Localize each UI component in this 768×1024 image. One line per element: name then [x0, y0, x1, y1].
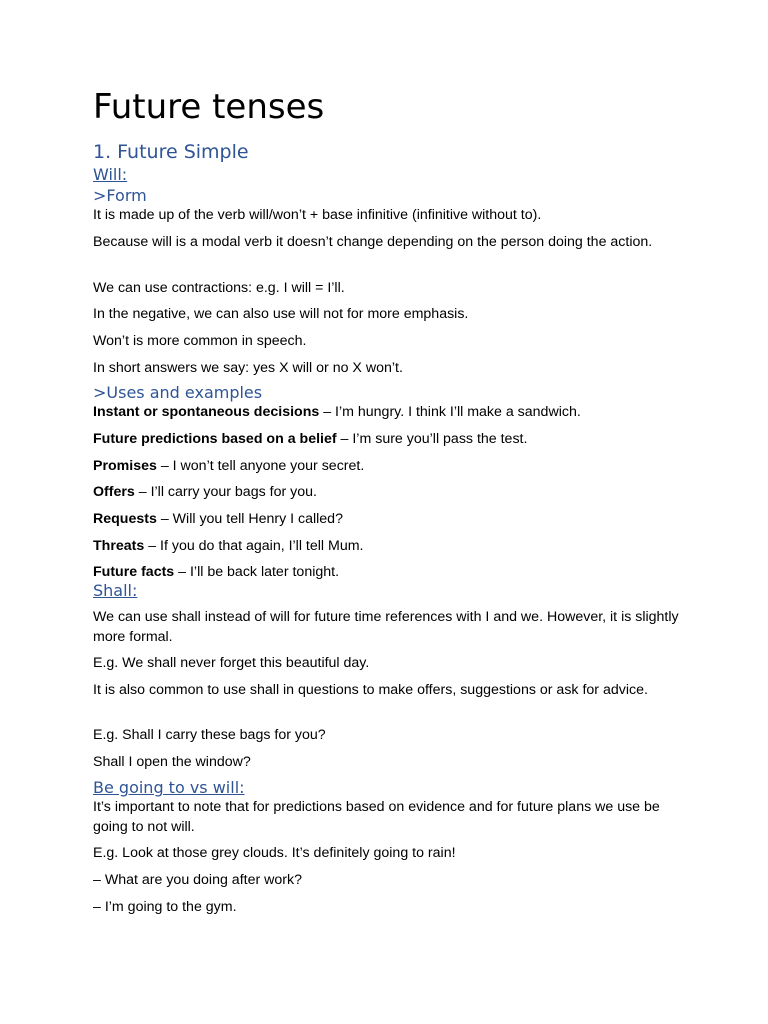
- shall-paragraph: Shall I open the window?: [93, 754, 251, 770]
- subheading-going-to-vs-will: Be going to vs will:: [93, 778, 245, 797]
- use-term: Future facts: [93, 564, 175, 580]
- going-to-paragraph: It’s important to note that for predictions based on evidence and for future plans we use be going to not will.: [93, 799, 660, 835]
- use-example-text: – I’m sure you’ll pass the test.: [336, 431, 528, 447]
- going-to-paragraph: – I’m going to the gym.: [93, 899, 237, 915]
- shall-paragraph: E.g. Shall I carry these bags for you?: [93, 727, 326, 743]
- page-title: Future tenses: [93, 87, 325, 127]
- form-paragraph: We can use contractions: e.g. I will = I’ll.: [93, 280, 345, 296]
- subheading-form: >Form: [93, 186, 147, 205]
- use-example-text: – Will you tell Henry I called?: [156, 511, 343, 527]
- use-term: Threats: [93, 538, 145, 554]
- use-example: [93, 403, 683, 423]
- use-example-text: – I’m hungry. I think I’ll make a sandwich.: [319, 404, 581, 420]
- use-example: [93, 430, 683, 450]
- form-paragraph: In short answers we say: yes X will or no X won’t.: [93, 360, 403, 376]
- use-example-text: – I’ll be back later tonight.: [174, 564, 340, 580]
- subheading-shall: Shall:: [93, 581, 138, 600]
- use-term: Offers: [93, 484, 135, 500]
- section-heading-future-simple: 1. Future Simple: [93, 141, 249, 163]
- use-term: Future predictions based on a belief: [93, 431, 337, 447]
- use-term: Requests: [93, 511, 157, 527]
- use-example: [93, 537, 683, 557]
- shall-paragraph: It is also common to use shall in questions to make offers, suggestions or ask for advice.: [93, 682, 648, 698]
- use-example: [93, 563, 683, 583]
- form-paragraph: Because will is a modal verb it doesn’t change depending on the person doing the action.: [93, 234, 653, 250]
- going-to-paragraph: – What are you doing after work?: [93, 872, 302, 888]
- use-term: Instant or spontaneous decisions: [93, 404, 320, 420]
- form-paragraph: It is made up of the verb will/won’t + base infinitive (infinitive without to).: [93, 207, 542, 223]
- subheading-will: Will:: [93, 165, 128, 184]
- use-example: [93, 510, 683, 530]
- shall-paragraph: E.g. We shall never forget this beautiful day.: [93, 655, 370, 671]
- use-example-text: – I’ll carry your bags for you.: [134, 484, 317, 500]
- use-example-text: – If you do that again, I’ll tell Mum.: [144, 538, 364, 554]
- use-example: [93, 457, 683, 477]
- form-paragraph: In the negative, we can also use will not for more emphasis.: [93, 306, 469, 322]
- shall-paragraph: We can use shall instead of will for future time references with I and we. However, it is slightly more formal.: [93, 609, 679, 645]
- use-example: [93, 483, 683, 503]
- subheading-uses-and-examples: >Uses and examples: [93, 383, 263, 402]
- form-paragraph: Won’t is more common in speech.: [93, 333, 307, 349]
- going-to-paragraph: E.g. Look at those grey clouds. It’s definitely going to rain!: [93, 845, 456, 861]
- use-example-text: – I won’t tell anyone your secret.: [156, 458, 365, 474]
- use-term: Promises: [93, 458, 157, 474]
